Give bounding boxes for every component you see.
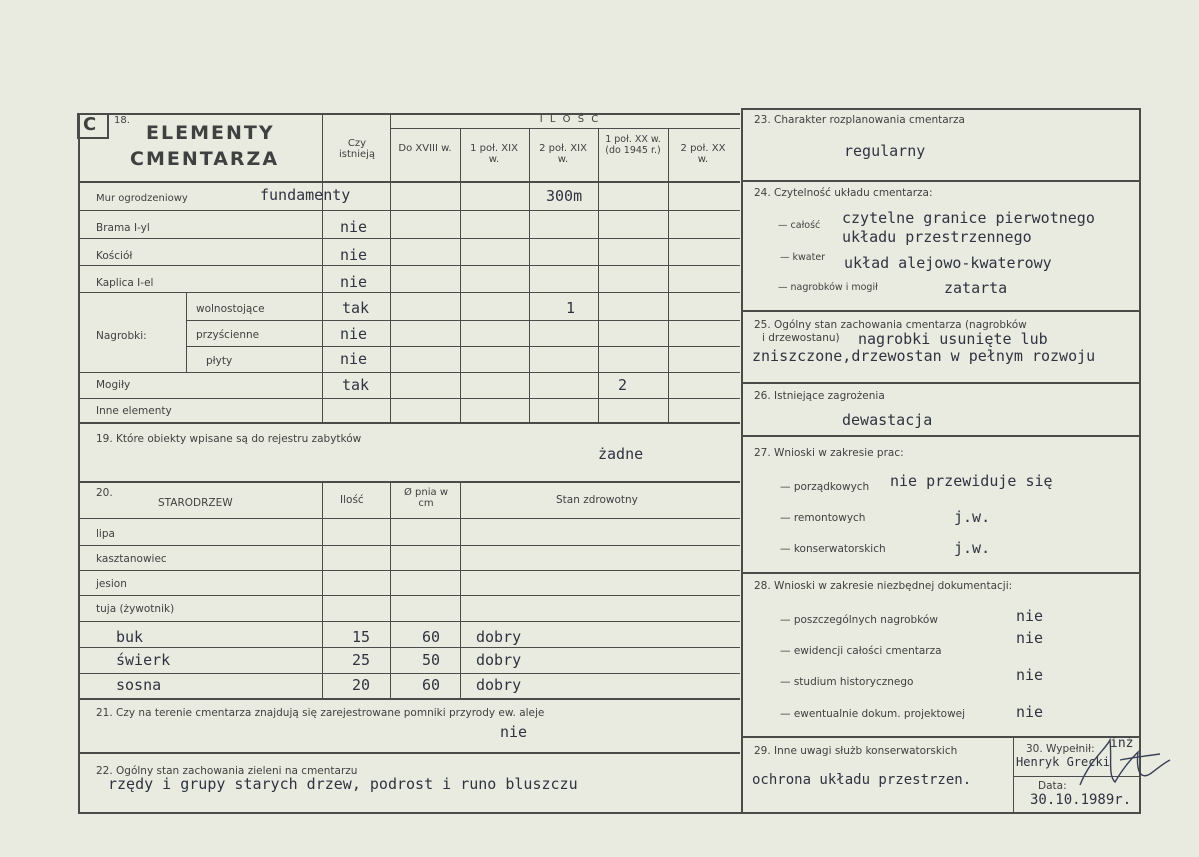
q24-label: 24. Czytelność układu cmentarza:: [754, 187, 933, 199]
row-label-plyty: płyty: [206, 355, 233, 367]
q22-label: 22. Ogólny stan zachowania zieleni na cmentarzu: [96, 765, 358, 777]
period-header-3: 1 poł. XX w. (do 1945 r.): [605, 134, 661, 156]
q30-date-label: Data:: [1038, 780, 1067, 792]
period-header-0: Do XVIII w.: [398, 143, 452, 154]
row-qty-wolnostojace-2: 1: [566, 299, 576, 317]
period-header-4: 2 poł. XX w.: [680, 143, 726, 165]
tree-qty-sosna: 20: [352, 676, 371, 694]
row-exists-przyscienne: nie: [340, 325, 368, 343]
tree-name-sosna: sosna: [116, 676, 162, 694]
q30-name-1: inż: [1110, 736, 1134, 751]
q28-c: nie: [1016, 666, 1044, 684]
row-label-kaplica: Kaplica I-el: [96, 277, 154, 289]
q21-label: 21. Czy na terenie cmentarza znajdują się zarejestrowane pomniki przyrody ew. aleje: [96, 707, 545, 719]
tree-health-buk: dobry: [476, 628, 522, 646]
q19-label: 19. Które obiekty wpisane są do rejestru zabytków: [96, 433, 362, 445]
q30-date: 30.10.1989r.: [1030, 792, 1132, 808]
q25-answer-2: zniszczone,drzewostan w pełnym rozwoju: [752, 347, 1096, 365]
tree-name-lipa: lipa: [96, 528, 115, 540]
q28-d-label: — ewentualnie dokum. projektowej: [780, 708, 966, 720]
q29-label: 29. Inne uwagi służb konserwatorskich: [754, 745, 958, 757]
q25-answer-1: nagrobki usunięte lub: [858, 330, 1048, 348]
tree-diam-swierk: 50: [422, 651, 441, 669]
row-label-kosciol: Kościół: [96, 250, 133, 262]
q27-porz-label: — porządkowych: [780, 481, 870, 493]
tree-name-buk: buk: [116, 628, 144, 646]
q25-label-2: i drzewostanu): [762, 332, 840, 344]
tree-qty-swierk: 25: [352, 651, 371, 669]
row-qty-mur-2: 300m: [546, 187, 583, 205]
q24-calosc-1: czytelne granice pierwotnego: [842, 209, 1095, 227]
q25-label-1: 25. Ogólny stan zachowania cmentarza (nagrobków: [754, 319, 1027, 331]
row-label-przyscienne: przyścienne: [196, 329, 260, 341]
row-label-wolnostojace: wolnostojące: [196, 303, 265, 315]
q28-b-label: — ewidencji całości cmentarza: [780, 645, 942, 657]
q27-label: 27. Wnioski w zakresie prac:: [754, 447, 904, 459]
tree-name-swierk: świerk: [116, 651, 171, 669]
q30-label: 30. Wypełnił:: [1026, 743, 1095, 755]
tree-diam-sosna: 60: [422, 676, 441, 694]
row-label-brama: Brama I-yl: [96, 222, 150, 234]
col-exists-header: Czy istnieją: [338, 138, 376, 160]
tree-name-kasztanowiec: kasztanowiec: [96, 553, 167, 565]
q21-answer: nie: [500, 723, 528, 741]
q19-answer: żadne: [598, 445, 644, 463]
q28-label: 28. Wnioski w zakresie niezbędnej dokumentacji:: [754, 580, 1013, 592]
row-exists-kaplica: nie: [340, 273, 368, 291]
row-exists-plyty: nie: [340, 350, 368, 368]
q27-kons-label: — konserwatorskich: [780, 543, 886, 555]
q24-kwater: układ alejowo-kwaterowy: [844, 254, 1052, 272]
q27-rem: j.w.: [954, 508, 991, 526]
trees-col-health: Stan zdrowotny: [556, 494, 638, 506]
q22-answer: rzędy i grupy starych drzew, podrost i runo bluszczu: [108, 775, 578, 793]
trees-col-qty: Ilość: [340, 494, 364, 506]
row-label-mur: Mur ogrodzeniowy: [96, 193, 188, 204]
tree-name-jesion: jesion: [96, 578, 127, 590]
q27-porz: nie przewiduje się: [890, 472, 1053, 490]
trees-col-diam: Ø pnia w cm: [404, 487, 448, 509]
q29-answer: ochrona układu przestrzen.: [752, 772, 972, 788]
q26-label: 26. Istniejące zagrożenia: [754, 390, 885, 402]
section-number: 18.: [114, 115, 130, 126]
row-exists-brama: nie: [340, 218, 368, 236]
tree-qty-buk: 15: [352, 628, 371, 646]
nagrobki-label: Nagrobki:: [96, 330, 147, 342]
row-exists-mogily: tak: [342, 376, 370, 394]
period-header-1: 1 poł. XIX w.: [470, 143, 518, 165]
q23-label: 23. Charakter rozplanowania cmentarza: [754, 114, 965, 126]
q28-a: nie: [1016, 607, 1044, 625]
signature-icon: [1060, 730, 1185, 800]
q27-rem-label: — remontowych: [780, 512, 866, 524]
tree-health-swierk: dobry: [476, 651, 522, 669]
q28-a-label: — poszczególnych nagrobków: [780, 614, 938, 626]
q28-d: nie: [1016, 703, 1044, 721]
q30-name-2: Henryk Grecki: [1016, 755, 1110, 769]
q28-c-label: — studium historycznego: [780, 676, 914, 688]
form-code: C: [83, 114, 99, 135]
q24-kwater-label: — kwater: [780, 252, 826, 263]
q27-kons: j.w.: [954, 539, 991, 557]
tree-name-tuja: tuja (żywotnik): [96, 603, 175, 615]
q24-nagrobkow: zatarta: [944, 279, 1008, 297]
q24-calosc-label: — całość: [778, 220, 821, 231]
row-exists-mur: fundamenty: [260, 186, 351, 204]
row-label-mogily: Mogiły: [96, 379, 131, 391]
q23-answer: regularny: [844, 142, 926, 160]
q26-answer: dewastacja: [842, 411, 933, 429]
row-label-inne: Inne elementy: [96, 405, 172, 417]
title-line-1: ELEMENTY: [146, 122, 275, 144]
q28-b: nie: [1016, 629, 1044, 647]
row-qty-mogily-3: 2: [618, 376, 628, 394]
tree-diam-buk: 60: [422, 628, 441, 646]
q24-calosc-2: układu przestrzennego: [842, 228, 1032, 246]
trees-number: 20.: [96, 487, 113, 499]
title-line-2: CMENTARZA: [130, 148, 280, 170]
qty-header: I L O Ś C: [539, 114, 601, 125]
period-header-2: 2 poł. XIX w.: [539, 143, 587, 165]
tree-health-sosna: dobry: [476, 676, 522, 694]
row-exists-kosciol: nie: [340, 246, 368, 264]
row-exists-wolnostojace: tak: [342, 299, 370, 317]
trees-title: STARODRZEW: [158, 497, 233, 509]
q24-nagrobkow-label: — nagrobków i mogił: [778, 282, 878, 293]
